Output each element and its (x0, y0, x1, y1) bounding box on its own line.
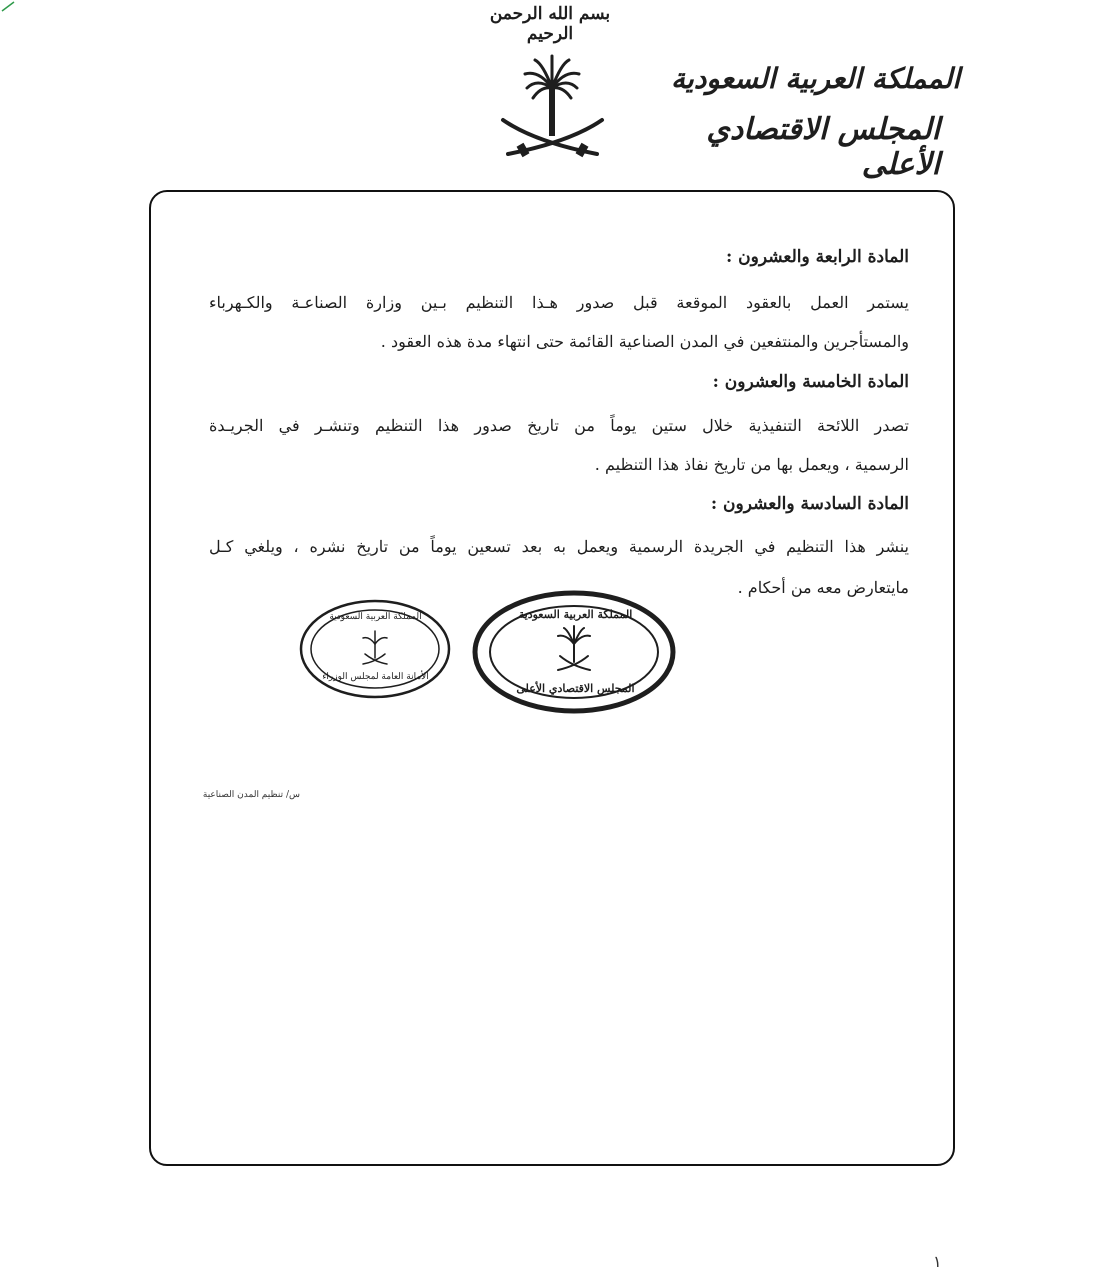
article-24-line-1: يستمر العمل بالعقود الموقعة قبل صدور هـذا التنظيم بـين وزارة الصناعـة والكـهرباء (209, 293, 909, 312)
page-number: ١ (933, 1252, 942, 1271)
article-26-heading: المادة السادسة والعشرون : (710, 494, 909, 514)
council-stamp-top-text: المملكة العربية السعودية (518, 608, 633, 621)
council-title: المجلس الاقتصادي الأعلى (706, 112, 940, 182)
saudi-emblem-icon (495, 50, 610, 165)
cabinet-stamp-top-text: المملكة العربية السعودية (329, 612, 422, 622)
reference-note: س/ تنظيم المدن الصناعية (202, 790, 300, 800)
article-26-line-2: مايتعارض معه من أحكام . (737, 578, 909, 597)
article-24-line-2: والمستأجرين والمنتفعين في المدن الصناعية القائمة حتى انتهاء مدة هذه العقود . (380, 332, 909, 351)
article-25-line-1: تصدر اللائحة التنفيذية خلال ستين يوماً من تاريخ صدور هذا التنظيم وتنشـر في الجريـدة (209, 416, 910, 435)
article-26-line-1: ينشر هذا التنظيم في الجريدة الرسمية ويعمل به بعد تسعين يوماً من تاريخ نشره ، ويلغي كـل (209, 537, 909, 556)
council-stamp-bottom-text: المجلس الاقتصادي الأعلى (516, 682, 635, 695)
article-25-line-2: الرسمية ، ويعمل بها من تاريخ نفاذ هذا التنظيم . (594, 455, 909, 474)
corner-mark-icon (0, 0, 20, 12)
article-24-heading: المادة الرابعة والعشرون : (725, 247, 909, 267)
kingdom-title: المملكة العربية السعودية (671, 62, 960, 95)
cabinet-stamp-bottom-text: الأمانة العامة لمجلس الوزراء (322, 672, 429, 682)
article-25-heading: المادة الخامسة والعشرون : (712, 372, 909, 392)
basmala: بسم الله الرحمن الرحيم (489, 4, 611, 44)
